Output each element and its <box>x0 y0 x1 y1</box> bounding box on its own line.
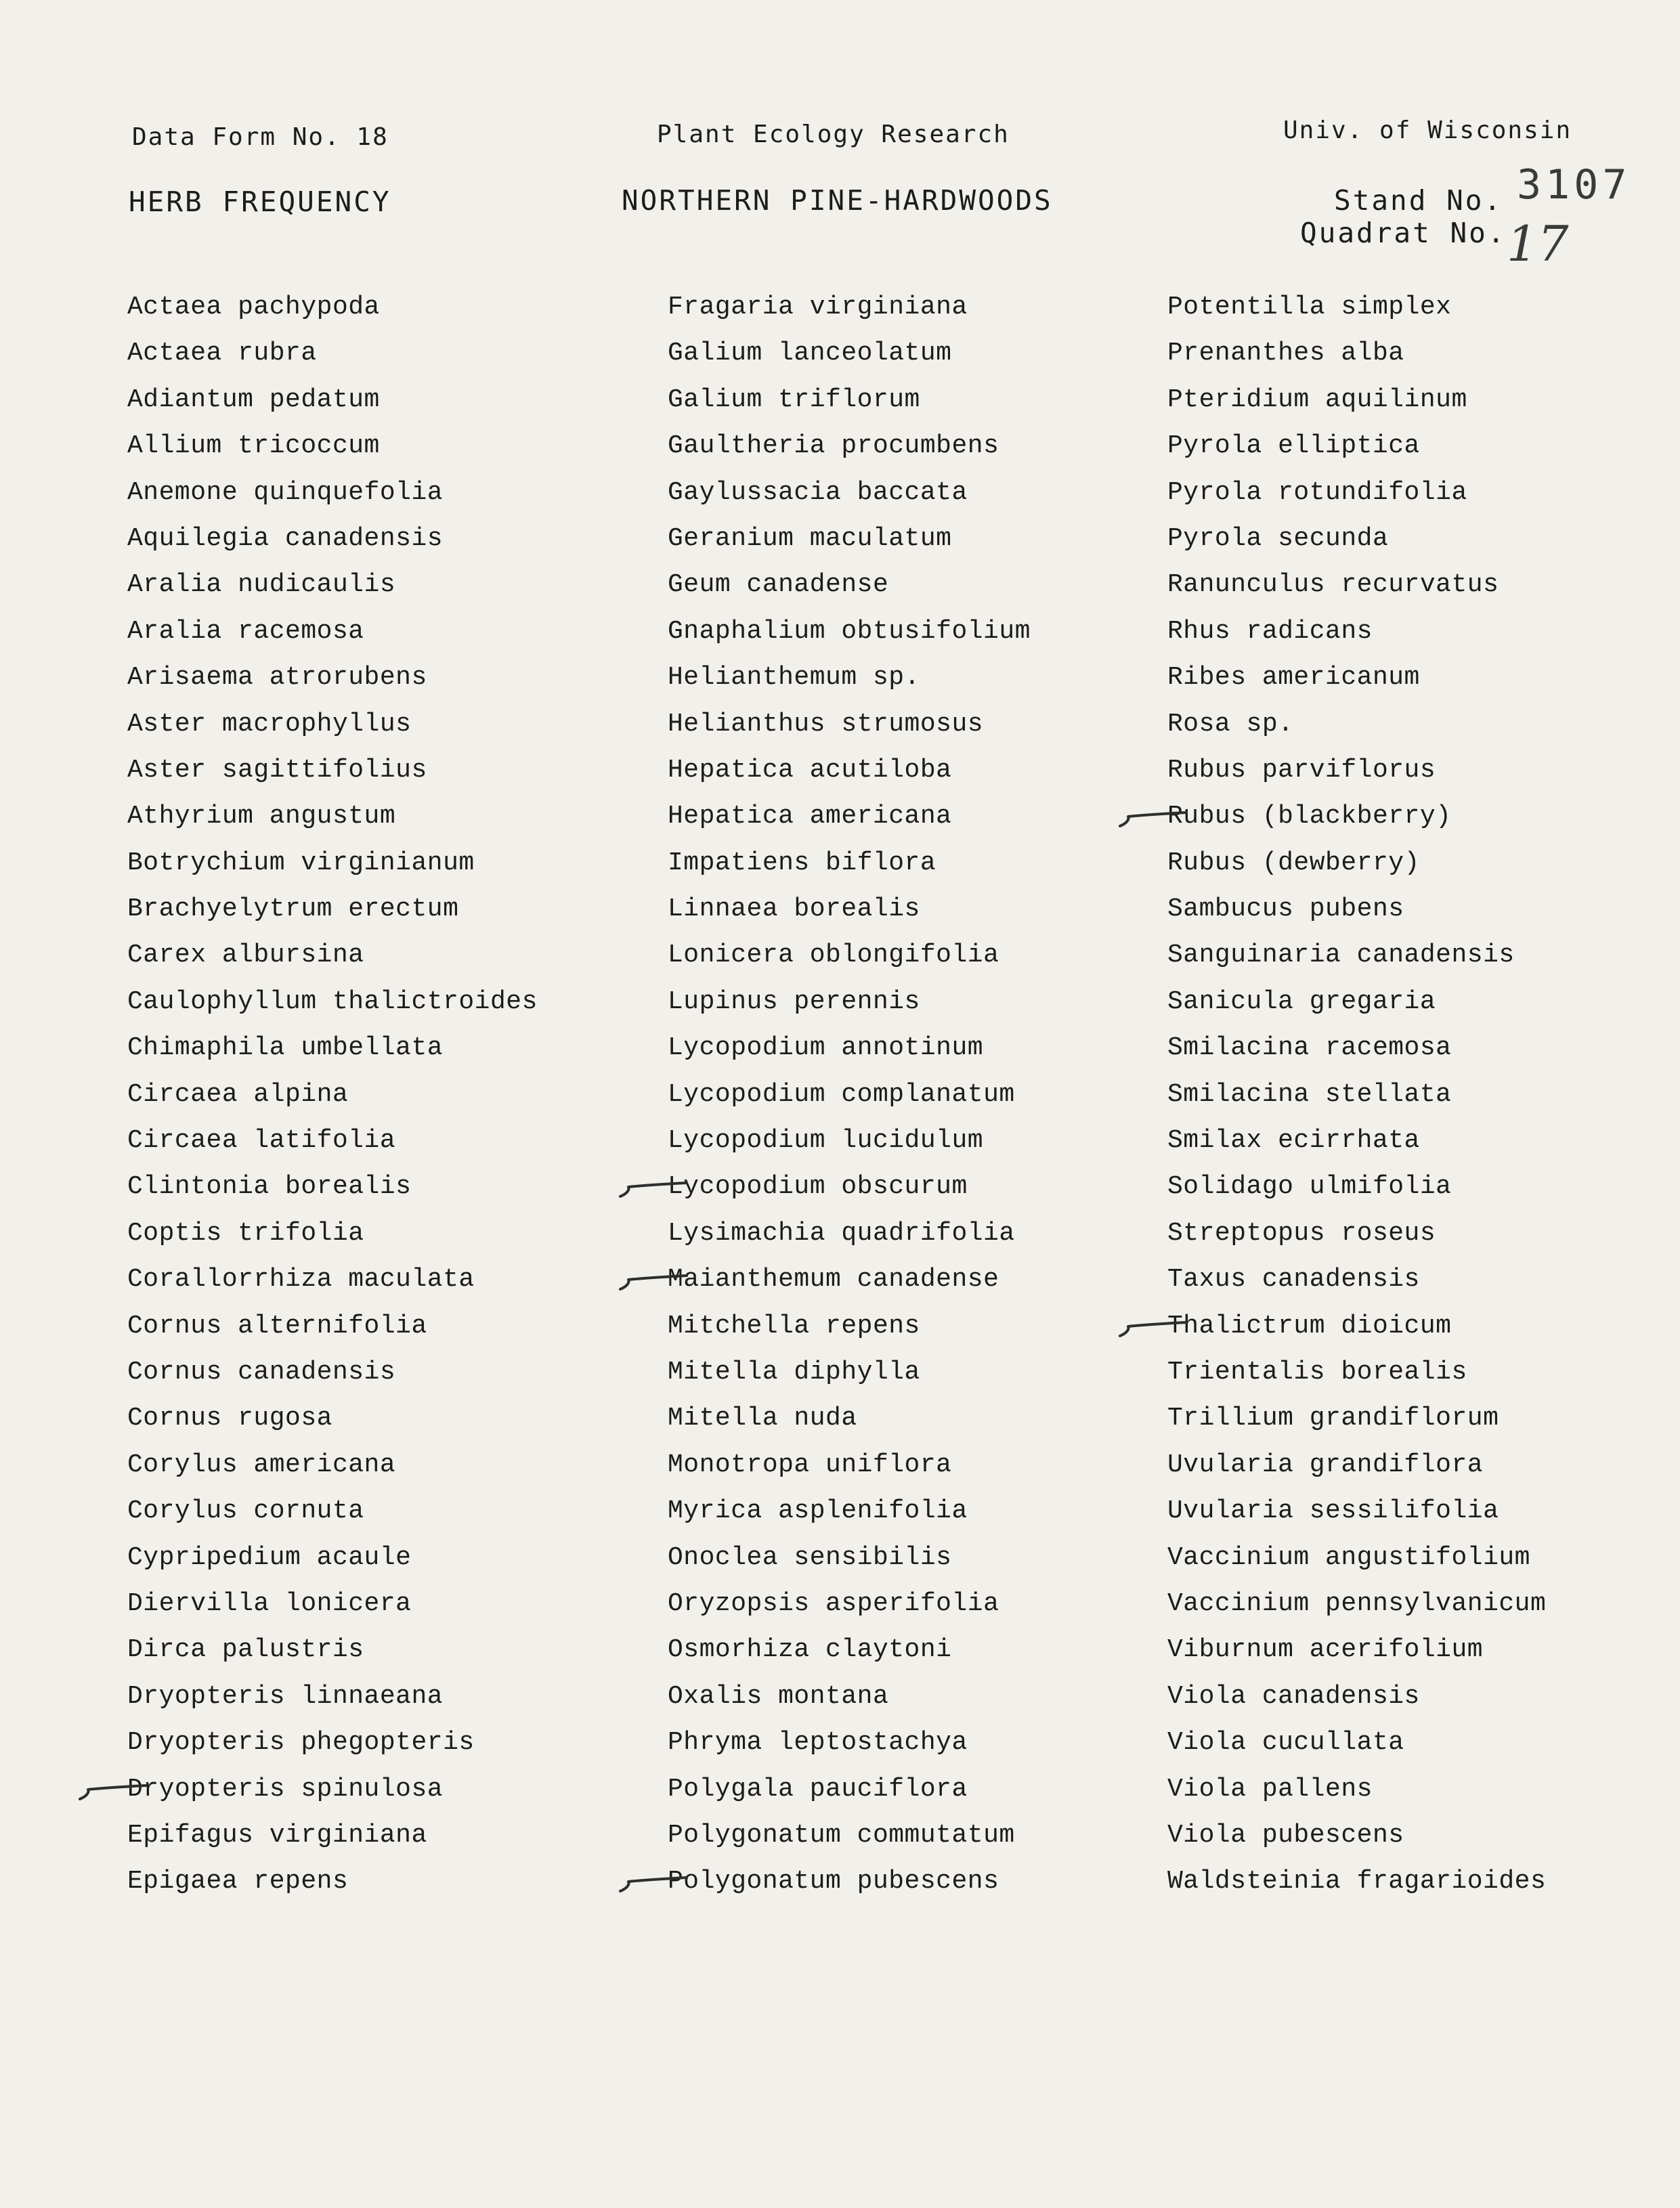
species-entry <box>127 979 615 1025</box>
species-entry <box>1167 1349 1655 1395</box>
species-name: Geum canadense <box>668 570 889 600</box>
species-entry <box>127 423 615 469</box>
species-name: Aster sagittifolius <box>127 755 427 785</box>
species-entry <box>668 284 1155 330</box>
species-entry <box>1167 932 1655 978</box>
species-name: Streptopus roseus <box>1167 1218 1436 1248</box>
species-name: Prenanthes alba <box>1167 339 1404 368</box>
species-entry <box>127 1813 615 1859</box>
species-entry <box>668 1581 1155 1627</box>
species-entry <box>127 655 615 701</box>
species-name: Trillium grandiflorum <box>1167 1404 1499 1433</box>
species-name: Lysimachia quadrifolia <box>668 1218 1015 1248</box>
species-name: Hepatica americana <box>668 802 952 831</box>
species-name: Chimaphila umbellata <box>127 1033 444 1063</box>
species-name: Maianthemum canadense <box>668 1265 999 1295</box>
species-entry <box>668 1767 1155 1813</box>
species-name: Lycopodium annotinum <box>668 1033 984 1063</box>
species-entry <box>127 470 615 516</box>
species-name: Lycopodium complanatum <box>668 1079 1015 1109</box>
species-column-1 <box>127 284 615 1905</box>
stand-value: 3107 <box>1517 161 1631 209</box>
species-name: Gaylussacia baccata <box>668 477 968 507</box>
species-name: Cypripedium acaule <box>127 1542 412 1572</box>
species-entry <box>127 1627 615 1673</box>
species-name: Polygala pauciflora <box>668 1774 968 1804</box>
species-entry <box>1167 1025 1655 1071</box>
species-name: Allium tricoccum <box>127 431 380 461</box>
species-name: Trientalis borealis <box>1167 1357 1467 1387</box>
species-name: Vaccinium angustifolium <box>1167 1542 1530 1572</box>
species-name: Sanicula gregaria <box>1167 987 1436 1016</box>
species-entry <box>668 1859 1155 1905</box>
species-name: Viola pallens <box>1167 1774 1373 1804</box>
species-name: Galium lanceolatum <box>668 339 952 368</box>
species-entry <box>1167 562 1655 608</box>
species-name: Ranunculus recurvatus <box>1167 570 1499 600</box>
species-entry <box>1167 1257 1655 1303</box>
species-name: Cornus alternifolia <box>127 1311 427 1341</box>
species-entry <box>668 1072 1155 1118</box>
species-entry <box>127 840 615 886</box>
species-entry <box>668 1025 1155 1071</box>
species-entry <box>668 1164 1155 1210</box>
species-name: Oxalis montana <box>668 1681 889 1711</box>
form-title: HERB FREQUENCY <box>129 186 391 218</box>
species-entry <box>668 470 1155 516</box>
species-entry <box>668 330 1155 376</box>
species-entry <box>127 377 615 423</box>
species-entry <box>1167 1674 1655 1720</box>
species-entry <box>668 1303 1155 1349</box>
species-entry <box>668 932 1155 978</box>
species-entry <box>1167 609 1655 655</box>
species-name: Dryopteris phegopteris <box>127 1728 475 1758</box>
community-title: NORTHERN PINE-HARDWOODS <box>622 184 1053 217</box>
species-entry <box>668 840 1155 886</box>
species-entry <box>1167 886 1655 932</box>
species-name: Arisaema atrorubens <box>127 663 427 693</box>
species-name: Thalictrum dioicum <box>1167 1311 1452 1341</box>
species-entry <box>668 979 1155 1025</box>
species-entry <box>1167 1164 1655 1210</box>
species-entry <box>127 886 615 932</box>
species-entry <box>127 516 615 562</box>
species-entry <box>668 1257 1155 1303</box>
form-number: Data Form No. 18 <box>132 123 389 151</box>
organization: Plant Ecology Research <box>657 121 1010 148</box>
species-name: Pyrola secunda <box>1167 523 1389 553</box>
species-entry <box>127 1395 615 1442</box>
species-entry <box>127 1072 615 1118</box>
species-name: Actaea pachypoda <box>127 293 380 322</box>
species-entry <box>668 794 1155 840</box>
species-name: Galium triflorum <box>668 385 920 414</box>
species-name: Dirca palustris <box>127 1635 364 1665</box>
species-name: Rubus (dewberry) <box>1167 848 1420 878</box>
species-name: Corylus americana <box>127 1450 396 1479</box>
species-column-2 <box>668 284 1155 1905</box>
species-name: Carex albursina <box>127 940 364 970</box>
species-entry <box>1167 1303 1655 1349</box>
species-entry <box>127 1303 615 1349</box>
species-entry <box>127 609 615 655</box>
species-entry <box>127 1118 615 1164</box>
species-entry <box>1167 284 1655 330</box>
species-entry <box>668 1211 1155 1257</box>
species-entry <box>127 794 615 840</box>
species-name: Aquilegia canadensis <box>127 523 444 553</box>
species-entry <box>668 1395 1155 1442</box>
species-name: Circaea latifolia <box>127 1126 396 1156</box>
species-name: Diervilla lonicera <box>127 1588 412 1618</box>
species-name: Circaea alpina <box>127 1079 349 1109</box>
species-entry <box>127 330 615 376</box>
species-entry <box>668 377 1155 423</box>
check-mark-icon <box>613 1865 688 1895</box>
species-name: Sambucus pubens <box>1167 894 1404 924</box>
species-entry <box>1167 377 1655 423</box>
species-entry <box>127 1257 615 1303</box>
species-entry <box>668 1813 1155 1859</box>
species-entry <box>668 1488 1155 1534</box>
species-name: Impatiens biflora <box>668 848 936 878</box>
check-mark-icon <box>1113 1310 1188 1340</box>
species-name: Adiantum pedatum <box>127 385 380 414</box>
species-entry <box>1167 655 1655 701</box>
species-name: Taxus canadensis <box>1167 1265 1420 1295</box>
species-name: Aster macrophyllus <box>127 709 412 739</box>
species-name: Botrychium virginianum <box>127 848 475 878</box>
species-name: Uvularia sessilifolia <box>1167 1496 1499 1526</box>
species-name: Mitella diphylla <box>668 1357 920 1387</box>
check-mark-icon <box>613 1171 688 1200</box>
species-entry <box>1167 330 1655 376</box>
species-name: Epigaea repens <box>127 1867 349 1897</box>
species-entry <box>1167 840 1655 886</box>
species-entry <box>127 1164 615 1210</box>
species-name: Rubus (blackberry) <box>1167 802 1452 831</box>
species-entry <box>1167 470 1655 516</box>
species-name: Dryopteris spinulosa <box>127 1774 444 1804</box>
species-name: Caulophyllum thalictroides <box>127 987 538 1016</box>
quadrat-value: 17 <box>1507 215 1569 272</box>
species-name: Potentilla simplex <box>1167 293 1452 322</box>
species-entry <box>1167 1767 1655 1813</box>
species-name: Smilacina stellata <box>1167 1079 1452 1109</box>
species-name: Fragaria virginiana <box>668 293 968 322</box>
university: Univ. of Wisconsin <box>1283 116 1572 144</box>
species-name: Waldsteinia fragarioides <box>1167 1867 1547 1897</box>
species-name: Osmorhiza claytoni <box>668 1635 952 1665</box>
species-name: Uvularia grandiflora <box>1167 1450 1484 1479</box>
species-entry <box>668 1627 1155 1673</box>
species-name: Cornus canadensis <box>127 1357 396 1387</box>
species-name: Corylus cornuta <box>127 1496 364 1526</box>
species-entry <box>668 748 1155 794</box>
species-entry <box>127 1767 615 1813</box>
species-entry <box>1167 1813 1655 1859</box>
species-entry <box>127 1535 615 1581</box>
species-entry <box>127 1211 615 1257</box>
species-name: Pyrola elliptica <box>1167 431 1420 461</box>
species-name: Helianthus strumosus <box>668 709 984 739</box>
species-entry <box>127 562 615 608</box>
species-entry <box>668 1118 1155 1164</box>
species-entry <box>1167 1581 1655 1627</box>
species-entry <box>668 1349 1155 1395</box>
species-name: Mitchella repens <box>668 1311 920 1341</box>
species-name: Oryzopsis asperifolia <box>668 1588 999 1618</box>
species-name: Viola canadensis <box>1167 1681 1420 1711</box>
species-entry <box>668 423 1155 469</box>
species-name: Aralia racemosa <box>127 616 364 646</box>
species-name: Sanguinaria canadensis <box>1167 940 1515 970</box>
species-entry <box>668 886 1155 932</box>
stand-label: Stand No. <box>1334 184 1503 217</box>
species-name: Rosa sp. <box>1167 709 1294 739</box>
species-name: Brachyelytrum erectum <box>127 894 459 924</box>
species-entry <box>1167 1072 1655 1118</box>
species-entry <box>668 1442 1155 1488</box>
species-name: Polygonatum commutatum <box>668 1820 1015 1850</box>
species-entry <box>1167 1442 1655 1488</box>
species-entry <box>668 701 1155 748</box>
species-entry <box>1167 794 1655 840</box>
species-name: Lupinus perennis <box>668 987 920 1016</box>
species-name: Ribes americanum <box>1167 663 1420 693</box>
species-name: Pyrola rotundifolia <box>1167 477 1467 507</box>
species-name: Monotropa uniflora <box>668 1450 952 1479</box>
species-entry <box>668 655 1155 701</box>
species-name: Vaccinium pennsylvanicum <box>1167 1588 1547 1618</box>
species-name: Phryma leptostachya <box>668 1728 968 1758</box>
species-name: Coptis trifolia <box>127 1218 364 1248</box>
species-name: Rhus radicans <box>1167 616 1373 646</box>
species-entry <box>127 1488 615 1534</box>
species-entry <box>127 701 615 748</box>
check-mark-icon <box>1113 800 1188 830</box>
check-mark-icon <box>73 1773 148 1803</box>
species-name: Viola pubescens <box>1167 1820 1404 1850</box>
species-name: Smilax ecirrhata <box>1167 1126 1420 1156</box>
species-name: Gaultheria procumbens <box>668 431 999 461</box>
species-entry <box>1167 701 1655 748</box>
species-name: Corallorrhiza maculata <box>127 1265 475 1295</box>
species-entry <box>1167 1859 1655 1905</box>
species-entry <box>1167 1488 1655 1534</box>
species-entry <box>127 1674 615 1720</box>
species-name: Polygonatum pubescens <box>668 1867 999 1897</box>
species-name: Viola cucullata <box>1167 1728 1404 1758</box>
species-name: Smilacina racemosa <box>1167 1033 1452 1063</box>
species-entry <box>127 1581 615 1627</box>
species-name: Lycopodium obscurum <box>668 1172 968 1202</box>
species-name: Viburnum acerifolium <box>1167 1635 1484 1665</box>
species-entry <box>1167 979 1655 1025</box>
species-entry <box>127 1442 615 1488</box>
species-entry <box>1167 748 1655 794</box>
species-entry <box>127 1025 615 1071</box>
species-entry <box>1167 423 1655 469</box>
species-entry <box>668 562 1155 608</box>
species-entry <box>127 932 615 978</box>
species-entry <box>127 1720 615 1766</box>
species-name: Actaea rubra <box>127 339 317 368</box>
species-name: Lonicera oblongifolia <box>668 940 999 970</box>
species-entry <box>1167 1720 1655 1766</box>
species-name: Geranium maculatum <box>668 523 952 553</box>
species-name: Clintonia borealis <box>127 1172 412 1202</box>
species-entry <box>1167 1118 1655 1164</box>
species-entry <box>668 1720 1155 1766</box>
species-entry <box>1167 1211 1655 1257</box>
species-name: Lycopodium lucidulum <box>668 1126 984 1156</box>
species-entry <box>668 1535 1155 1581</box>
species-entry <box>127 1349 615 1395</box>
species-entry <box>668 609 1155 655</box>
species-entry <box>1167 1395 1655 1442</box>
species-name: Hepatica acutiloba <box>668 755 952 785</box>
species-entry <box>127 1859 615 1905</box>
species-entry <box>1167 1627 1655 1673</box>
species-name: Pteridium aquilinum <box>1167 385 1467 414</box>
check-mark-icon <box>613 1263 688 1293</box>
species-entry <box>668 516 1155 562</box>
species-name: Gnaphalium obtusifolium <box>668 616 1031 646</box>
species-name: Athyrium angustum <box>127 802 396 831</box>
species-entry <box>1167 1535 1655 1581</box>
species-name: Anemone quinquefolia <box>127 477 444 507</box>
species-name: Epifagus virginiana <box>127 1820 427 1850</box>
species-entry <box>668 1674 1155 1720</box>
species-name: Helianthemum sp. <box>668 663 920 693</box>
species-entry <box>1167 516 1655 562</box>
species-name: Solidago ulmifolia <box>1167 1172 1452 1202</box>
species-entry <box>127 284 615 330</box>
species-name: Cornus rugosa <box>127 1404 332 1433</box>
species-name: Onoclea sensibilis <box>668 1542 952 1572</box>
species-column-3 <box>1167 284 1655 1905</box>
species-name: Mitella nuda <box>668 1404 857 1433</box>
quadrat-label: Quadrat No. <box>1300 217 1507 249</box>
species-name: Dryopteris linnaeana <box>127 1681 444 1711</box>
species-name: Myrica asplenifolia <box>668 1496 968 1526</box>
species-entry <box>127 748 615 794</box>
species-name: Aralia nudicaulis <box>127 570 396 600</box>
species-name: Rubus parviflorus <box>1167 755 1436 785</box>
species-name: Linnaea borealis <box>668 894 920 924</box>
